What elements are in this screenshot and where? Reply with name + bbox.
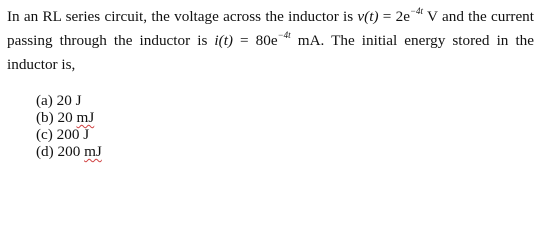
option-letter: (a) [36,92,53,109]
option-letter: (b) [36,109,54,126]
option-b[interactable] [36,109,102,126]
voltage-equation [357,8,423,25]
option-unit: mJ [84,143,102,160]
voltage-lhs: v(t) [357,8,379,25]
current-equation [214,32,290,49]
current-unit: mA [297,32,321,49]
voltage-coefficient: = 2e [382,8,410,25]
option-unit: J [83,126,90,143]
voltage-unit: V [427,8,438,25]
current-lhs: i(t) [214,32,233,49]
option-a[interactable] [36,92,102,109]
question-line-1-prefix: In an RL series circuit, the voltage across the inductor is [7,8,354,25]
question-line-1-suffix: and the current [441,8,534,25]
option-unit: mJ [76,109,95,126]
option-unit: J [75,92,82,109]
option-d[interactable] [36,143,102,160]
option-value: 20 [56,92,72,109]
question-line-2 [7,29,534,53]
current-exponent: −4t [277,30,291,40]
question-text [7,5,534,77]
current-coefficient: = 80e [240,32,278,49]
question-line-2-suffix: . The initial energy stored in the [320,32,534,49]
option-letter: (d) [36,143,54,160]
question-line-2-prefix: passing through the inductor is [7,32,208,49]
question-line-3: inductor is, [7,56,76,73]
option-value: 20 [57,109,73,126]
answer-options [36,92,102,160]
option-c[interactable] [36,126,102,143]
question-line-1 [7,5,534,29]
option-letter: (c) [36,126,53,143]
option-value: 200 [57,143,81,160]
voltage-exponent: −4t [409,6,424,16]
option-value: 200 [56,126,80,143]
